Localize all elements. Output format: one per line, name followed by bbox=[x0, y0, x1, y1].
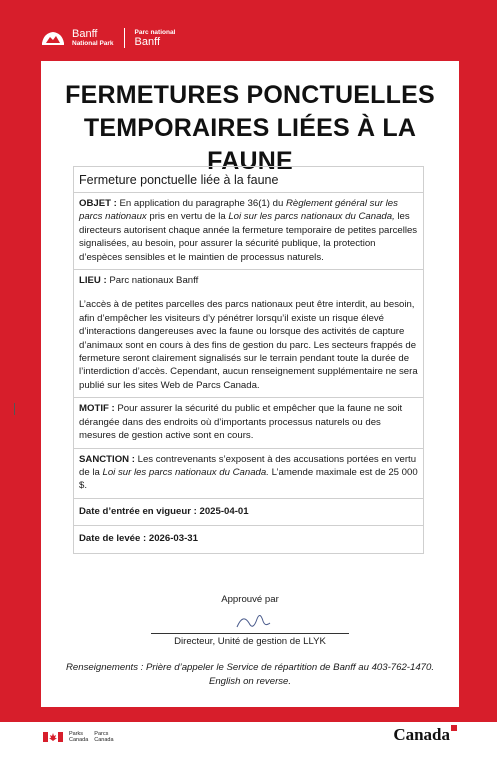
lieu-label: LIEU : bbox=[79, 275, 107, 287]
logo-divider bbox=[124, 28, 125, 48]
notice-table bbox=[73, 166, 424, 554]
motif-section bbox=[74, 398, 423, 448]
info-line: Renseignements : Prière d’appeler le Service de répartition de Banff au 403-762-1470. English on reverse. bbox=[66, 662, 434, 687]
signature-line bbox=[151, 633, 349, 634]
lieu-text: L’accès à de petites parcelles des parcs nationaux peut être interdit, au besoin, afin d’empêcher les visiteurs d’y pénétrer lorsqu’il existe un risque élevé d’interactions dangereuses avec la faune ou lorsque des activités de capture d’animaux sont en cours à des fins de gestion du parc. Les secteurs frappés de fermeture seront clairement signalisés sur le terrain pendant toute la durée de l’interdiction d’accès. Cependant, aucun renseignement supplémentaire ne sera publié sur les sites Web de Parcs Canada. bbox=[79, 299, 418, 391]
notice-heading: Fermeture ponctuelle liée à la faune bbox=[74, 167, 423, 193]
wordmark-flag-icon bbox=[451, 725, 457, 731]
notice-panel bbox=[41, 61, 459, 707]
lieu-value: Parc nationaux Banff bbox=[109, 275, 199, 287]
approved-by: Approuvé par bbox=[221, 594, 279, 605]
sanction-section: SANCTION : Les contrevenants s’exposent à des accusations portées en vertu de la Loi sur les parcs nationaux du Canada. L’amende maximale est de 25 000 $. bbox=[74, 449, 423, 499]
banff-logo bbox=[40, 26, 200, 50]
director-title: Directeur, Unité de gestion de LLYK bbox=[174, 636, 326, 647]
parks-canada-signature: Parks Canada Parcs Canada bbox=[43, 731, 114, 743]
motif-text: Pour assurer la sécurité du public et empêcher que la faune ne soit dérangée dans des endroits où d’importants processus naturels ou des mesures de gestion active sont en cours. bbox=[79, 403, 403, 442]
title-line-2: TEMPORAIRES LIÉES À LA FAUNE bbox=[83, 114, 417, 175]
page-title bbox=[41, 79, 459, 178]
parks-canada-beaver-icon bbox=[40, 29, 66, 47]
logo-name-en: Banff National Park bbox=[72, 27, 114, 47]
logo-name-fr: Parc national Banff bbox=[134, 28, 176, 48]
signature bbox=[233, 609, 273, 633]
text-cursor bbox=[14, 403, 15, 415]
effective-date: Date d’entrée en vigueur : 2025-04-01 bbox=[74, 499, 423, 526]
canada-wordmark: Canada bbox=[393, 725, 457, 745]
sanction-label: SANCTION : bbox=[79, 453, 135, 465]
end-date: Date de levée : 2026-03-31 bbox=[79, 533, 198, 545]
objet-label: OBJET : bbox=[79, 198, 117, 209]
objet-section: OBJET : En application du paragraphe 36(1) du Règlement général sur les parcs nationaux pris en vertu de la Loi sur les parcs nationaux du Canada, les directeurs autorisent chaque année la fermeture temporaire de petites parcelles signalisées, au besoin, pour assurer la sécurité publique, la protection d’espèces sensibles et le maintien de processus naturels. bbox=[74, 193, 423, 270]
title-line-1: FERMETURES PONCTUELLES bbox=[65, 81, 435, 109]
lieu-section bbox=[74, 270, 423, 398]
canada-flag-icon bbox=[43, 732, 63, 742]
motif-label: MOTIF : bbox=[79, 403, 115, 415]
